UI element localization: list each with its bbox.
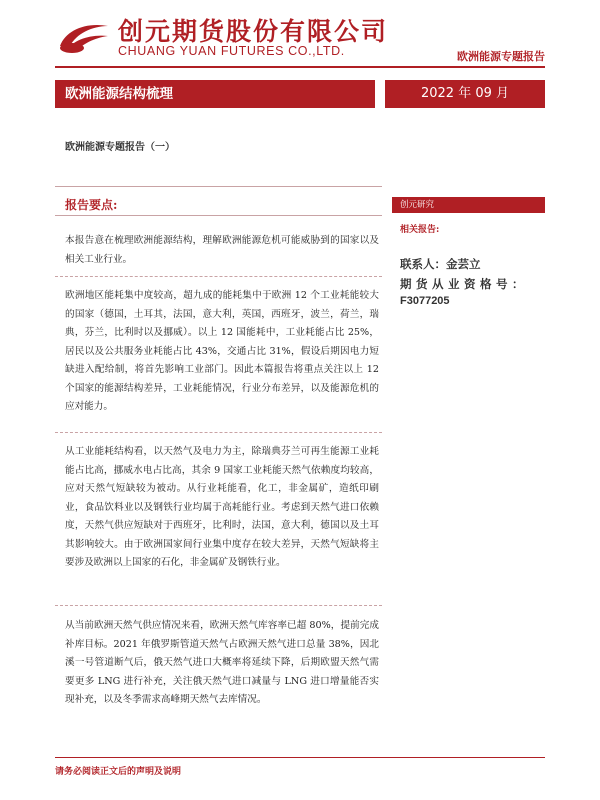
section-divider: [55, 215, 382, 216]
paragraph-industry: 从工业能耗结构看，以天然气及电力为主，除瑞典芬兰可再生能源工业耗能占比高，挪威水电占比高，其余 9 国家工业耗能天然气依赖度均较高，应对天然气短缺较为被动。从行业耗能看，化工，非金属矿，造纸印刷业，食品饮料业以及钢铁行业均属于高耗能行业。考虑到天然气进口依赖度，天然气供应短缺对于西班牙，比利时，法国，意大利，德国以及土耳其影响较大。由于欧洲国家间行业集中度存在较大差异，天然气短缺将主要涉及欧洲以上国家的石化，非金属矿及钢铁行业。: [65, 446, 379, 568]
section-title: 报告要点:: [65, 198, 118, 212]
report-title: 欧洲能源结构梳理: [55, 80, 375, 108]
section-top-divider: [55, 186, 382, 187]
report-subtitle: 欧洲能源专题报告（一）: [65, 142, 175, 153]
certification-label: 期货从业资格号：: [400, 277, 528, 291]
paragraph-divider: [55, 605, 382, 606]
paragraph-supply: 从当前欧洲天然气供应情况来看，欧洲天然气库容率已超 80%，提前完成补库目标。2021 年俄罗斯管道天然气占欧洲天然气进口总量 38%，因北溪一号管道断气后，俄天然气进口大概率将延续下降，后期欧盟天然气需要更多 LNG 进行补充，关注俄天然气进口减量与 LNG 进口增量能否实现补充，以及冬季需求高峰期天然气去库情况。: [65, 620, 379, 705]
header-divider: [55, 66, 545, 68]
paragraph-divider: [55, 276, 382, 277]
report-date: 2022 年 09 月: [385, 80, 545, 108]
paragraph-divider: [55, 432, 382, 433]
paragraph-intro: 本报告意在梳理欧洲能源结构，理解欧洲能源危机可能威胁到的国家以及相关工业行业。: [65, 235, 379, 265]
sidebar-research-label: 创元研究: [392, 197, 545, 213]
footer-disclaimer: 请务必阅读正文后的声明及说明: [55, 767, 182, 777]
certification-number: F3077205: [400, 295, 450, 307]
company-name-cn: 创元期货股份有限公司: [118, 17, 389, 46]
company-name-en: CHUANG YUAN FUTURES CO.,LTD.: [118, 44, 345, 58]
related-reports-label: 相关报告:: [400, 225, 440, 235]
footer-divider: [55, 757, 545, 758]
report-series-label: 欧洲能源专题报告: [457, 50, 545, 63]
paragraph-consumption: 欧洲地区能耗集中度较高，超九成的能耗集中于欧洲 12 个工业耗能较大的国家（德国，土耳其，法国，意大利，英国，西班牙，波兰，荷兰，瑞典，芬兰，比利时以及挪威）。以上 12 国能耗中，工业耗能占比 25%，居民以及公共服务业耗能占比 43%，交通占比 31%，假设后期因电力短缺进入配给制，将首先影响工业部门。因此本篇报告将重点关注以上 12 个国家的能源结构差异，工业耗能情况，行业分布差异，以及能源危机的应对能力。: [65, 290, 379, 412]
contact-person: 联系人：金芸立: [400, 257, 481, 271]
chuangyuan-logo-icon: [56, 16, 112, 56]
